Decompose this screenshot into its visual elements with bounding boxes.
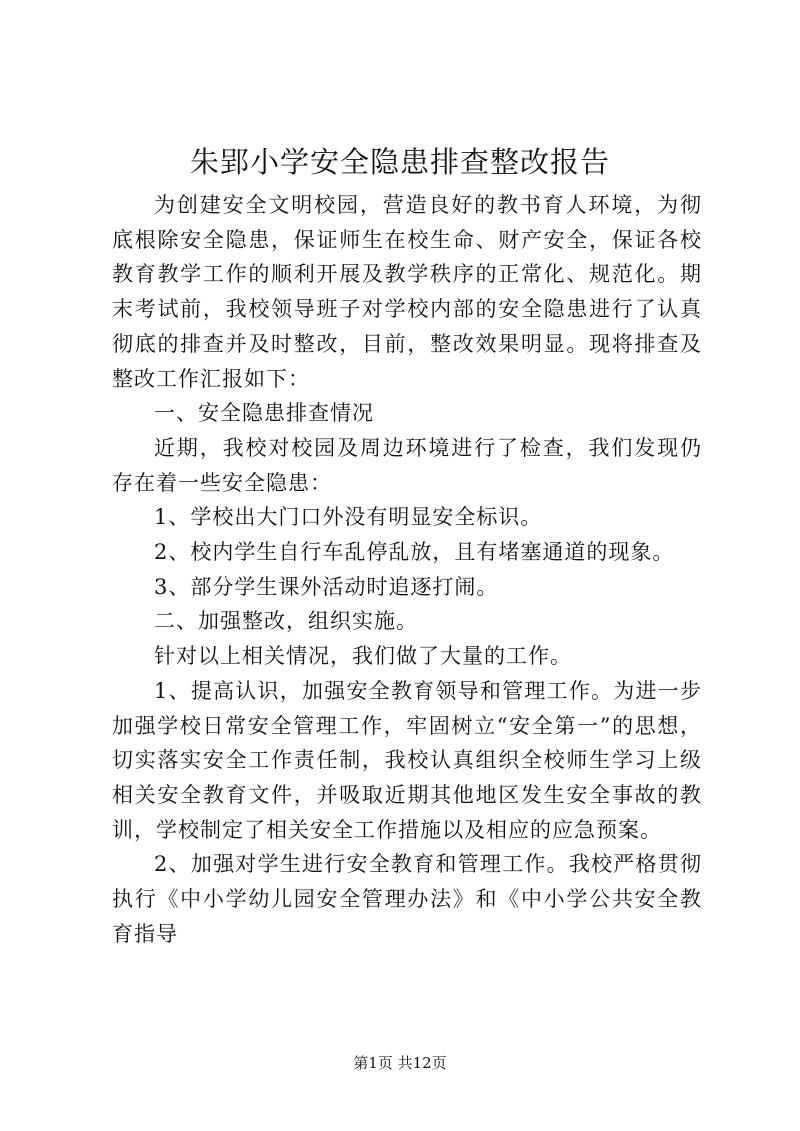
list-item: 2、校内学生自行车乱停乱放，且有堵塞通道的现象。 bbox=[154, 540, 675, 565]
paragraph-measure-2: 2、加强对学生进行安全教育和管理工作。我校严格贯彻执行《中小学幼儿园安全管理办法》和《中小学公共安全教育指导 bbox=[112, 852, 702, 946]
document-title: 朱郢小学安全隐患排查整改报告 bbox=[189, 145, 610, 179]
section-heading-1: 一、安全隐患排查情况 bbox=[154, 401, 374, 426]
section-heading-2: 二、加强整改，组织实施。 bbox=[154, 609, 418, 634]
paragraph-inspection: 近期，我校对校园及周边环境进行了检查，我们发现仍存在着一些安全隐患： bbox=[112, 435, 702, 495]
paragraph-summary: 针对以上相关情况，我们做了大量的工作。 bbox=[154, 644, 572, 669]
list-item: 3、部分学生课外活动时追逐打闹。 bbox=[154, 574, 499, 599]
page-number-footer: 第1页 共12页 bbox=[353, 1054, 447, 1072]
document-body bbox=[112, 188, 702, 951]
paragraph-measure-1: 1、提高认识，加强安全教育领导和管理工作。为进一步加强学校日常安全管理工作，牢固树立“安全第一”的思想，切实落实安全工作责任制，我校认真组织全校师生学习上级相关安全教育文件，并吸取近期其他地区发生安全事故的教训，学校制定了相关安全工作措施以及相应的应急预案。 bbox=[112, 678, 702, 842]
paragraph-intro: 为创建安全文明校园，营造良好的教书育人环境，为彻底根除安全隐患，保证师生在校生命、财产安全，保证各校教育教学工作的顺利开展及教学秩序的正常化、规范化。期末考试前，我校领导班子对学校内部的安全隐患进行了认真彻底的排查并及时整改，目前，整改效果明显。现将排查及整改工作汇报如下： bbox=[112, 193, 702, 391]
list-item: 1、学校出大门口外没有明显安全标识。 bbox=[154, 505, 543, 530]
